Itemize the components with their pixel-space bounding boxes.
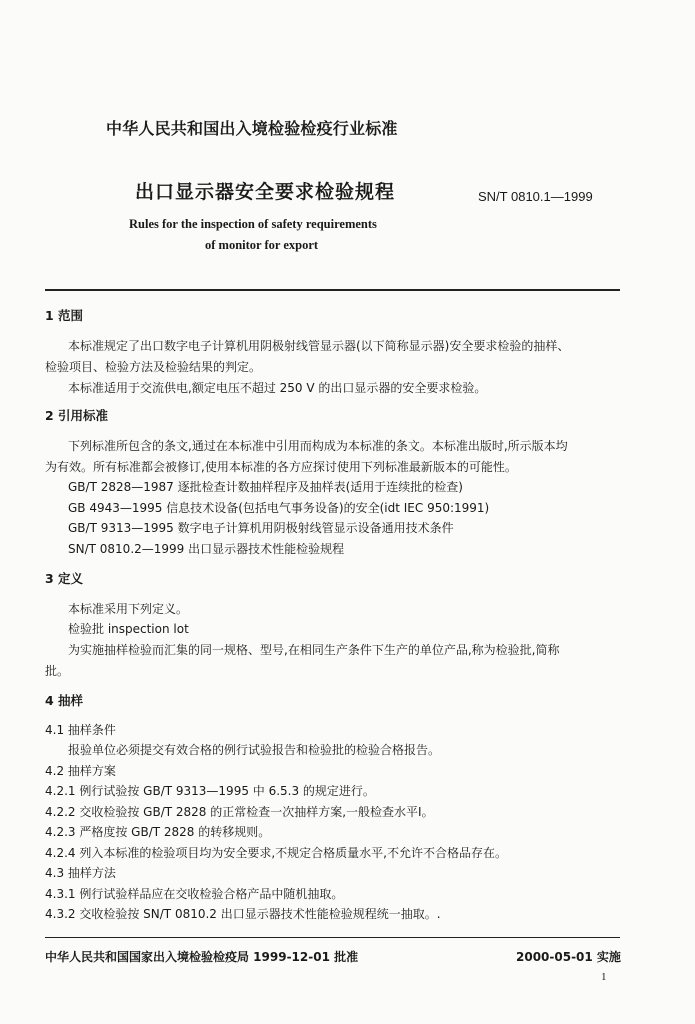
english-title-line-2: of monitor for export	[205, 238, 319, 252]
document-title: 出口显示器安全要求检验规程	[135, 181, 396, 203]
subsection-4-2-heading: 4.2 抽样方案	[45, 764, 116, 778]
reference-standard: SN/T 0810.2—1999 出口显示器技术性能检验规程	[68, 542, 345, 556]
section-1-paragraph-1-line-2: 检验项目、检验方法及检验结果的判定。	[45, 360, 262, 374]
section-4-heading: 4 抽样	[45, 693, 84, 708]
section-1-heading: 1 范围	[45, 308, 84, 323]
clause-4-2-4: 4.2.4 列入本标准的检验项目均为安全要求,不规定合格质量水平,不允许不合格品存在。	[45, 846, 507, 860]
approval-line: 中华人民共和国国家出入境检验检疫局 1999-12-01 批准	[45, 950, 359, 964]
clause-4-2-3: 4.2.3 严格度按 GB/T 2828 的转移规则。	[45, 825, 271, 839]
subsection-4-3-heading: 4.3 抽样方法	[45, 866, 116, 880]
definition-term: 检验批 inspection lot	[68, 622, 189, 636]
page-number: 1	[601, 971, 607, 983]
section-1-paragraph-1-line-1: 本标准规定了出口数字电子计算机用阴极射线管显示器(以下简称显示器)安全要求检验的抽样、	[68, 339, 570, 353]
clause-4-3-1: 4.3.1 例行试验样品应在交收检验合格产品中随机抽取。	[45, 887, 344, 901]
clause-4-2-2: 4.2.2 交收检验按 GB/T 2828 的正常检查一次抽样方案,一般检查水平Ⅰ。	[45, 805, 434, 819]
reference-standard: GB 4943—1995 信息技术设备(包括电气事务设备)的安全(idt IEC 950:1991)	[68, 501, 490, 515]
issuing-organization: 中华人民共和国出入境检验检疫行业标准	[106, 119, 398, 138]
section-1-paragraph-2: 本标准适用于交流供电,额定电压不超过 250 V 的出口显示器的安全要求检验。	[68, 381, 487, 395]
definition-text-line-1: 为实施抽样检验而汇集的同一规格、型号,在相同生产条件下生产的单位产品,称为检验批,简称	[68, 643, 560, 657]
footer-divider	[45, 937, 620, 938]
section-2-heading: 2 引用标准	[45, 408, 109, 423]
subsection-4-1-heading: 4.1 抽样条件	[45, 723, 116, 737]
reference-standard: GB/T 9313—1995 数字电子计算机用阴极射线管显示设备通用技术条件	[68, 521, 454, 535]
clause-4-2-1: 4.2.1 例行试验按 GB/T 9313—1995 中 6.5.3 的规定进行。	[45, 784, 375, 798]
clause-4-3-2: 4.3.2 交收检验按 SN/T 0810.2 出口显示器技术性能检验规程统一抽取。.	[45, 907, 441, 921]
implementation-date: 2000-05-01 实施	[516, 950, 621, 964]
english-title-line-1: Rules for the inspection of safety requirements	[129, 217, 377, 231]
section-3-heading: 3 定义	[45, 571, 84, 586]
header-divider	[45, 289, 620, 291]
reference-standard: GB/T 2828—1987 逐批检查计数抽样程序及抽样表(适用于连续批的检查)	[68, 480, 463, 494]
subsection-4-1-text: 报验单位必须提交有效合格的例行试验报告和检验批的检验合格报告。	[68, 743, 441, 757]
definition-text-line-2: 批。	[45, 664, 70, 678]
standard-number: SN/T 0810.1—1999	[478, 189, 593, 204]
section-3-intro: 本标准采用下列定义。	[68, 602, 189, 616]
section-2-intro-line-1: 下列标准所包含的条文,通过在本标准中引用而构成为本标准的条文。本标准出版时,所示版本均	[68, 439, 568, 453]
section-2-intro-line-2: 为有效。所有标准都会被修订,使用本标准的各方应探讨使用下列标准最新版本的可能性。	[45, 460, 517, 474]
